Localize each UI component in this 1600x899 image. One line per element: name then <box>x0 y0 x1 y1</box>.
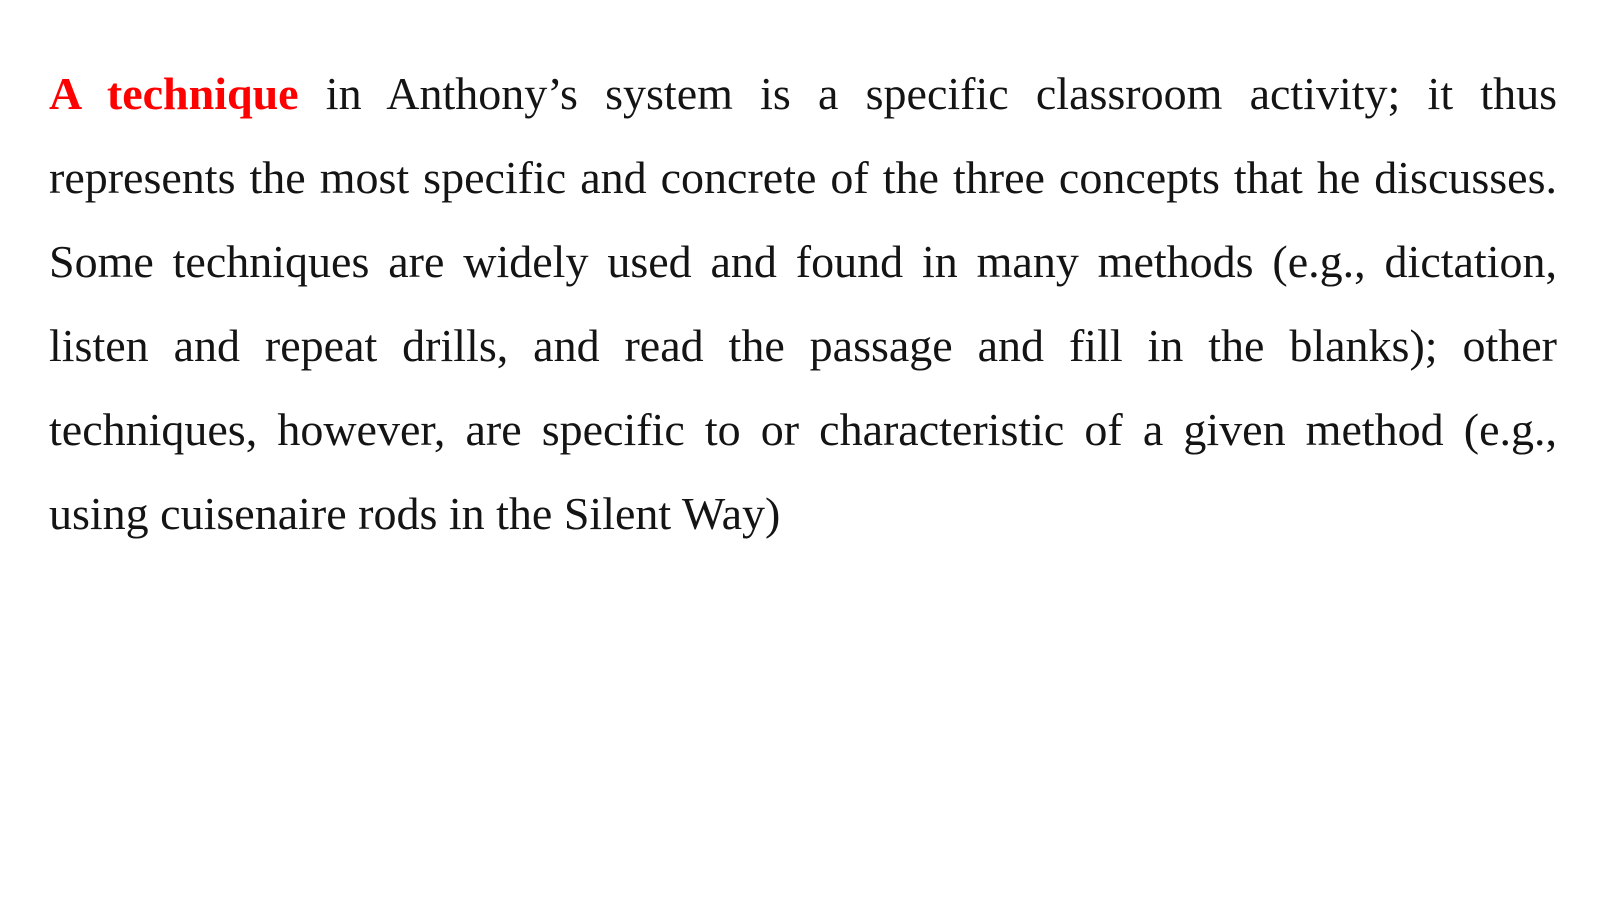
definition-paragraph <box>49 52 1557 556</box>
definition-body-text: in Anthony’s system is a specific classroom activity; it thus represents the most specific and concrete of the three concepts that he discusses. Some techniques are widely used and found in many methods (e.g., dictation, listen and repeat drills, and read the passage and fill in the blanks); other techniques, however, are specific to or characteristic of a given method (e.g., using cuisenaire rods in the Silent Way) <box>49 68 1557 539</box>
highlighted-term: A technique <box>49 68 299 119</box>
